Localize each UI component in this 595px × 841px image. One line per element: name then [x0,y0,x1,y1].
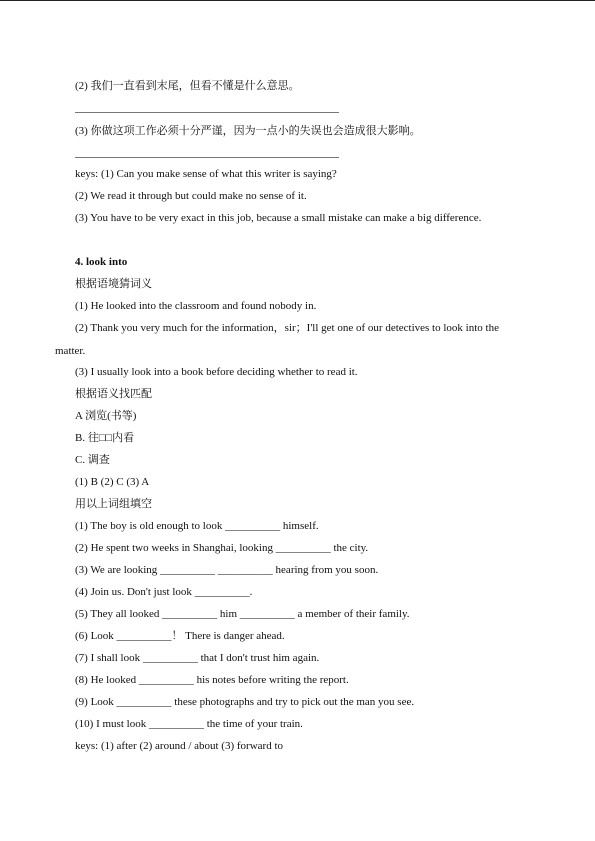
keys-line-2: (2) We read it through but could make no sense of it. [75,190,307,202]
keys-line-3: (3) You have to be very exact in this job, because a small mistake can make a big difference. [75,212,482,224]
question-2-chinese: (2) 我们一直看到末尾，但看不懂是什么意思。 [75,80,300,92]
answer-line-2 [75,112,339,113]
fill-heading: 用以上词组填空 [75,498,152,510]
match-heading: 根据语义找匹配 [75,388,152,400]
fill-item-4: (4) Join us. Don't just look __________. [75,586,253,598]
example-3: (3) I usually look into a book before deciding whether to read it. [75,366,358,378]
fill-item-9: (9) Look __________ these photographs and try to pick out the man you see. [75,696,415,708]
match-answer: (1) B (2) C (3) A [75,476,150,488]
section-title: 4. look into [75,256,128,268]
fill-item-8: (8) He looked __________ his notes before writing the report. [75,674,349,686]
answer-line-3 [75,157,339,158]
fill-item-1: (1) The boy is old enough to look __________ himself. [75,520,319,532]
fill-item-10: (10) I must look __________ the time of your train. [75,718,303,730]
fill-item-2: (2) He spent two weeks in Shanghai, looking __________ the city. [75,542,369,554]
example-2-continued: matter. [55,345,86,357]
keys-line-1: keys: (1) Can you make sense of what this writer is saying? [75,168,337,180]
question-3-chinese: (3) 你做这项工作必须十分严谨，因为一点小的失误也会造成很大影响。 [75,125,421,137]
guess-heading: 根据语境猜词义 [75,278,152,290]
fill-item-7: (7) I shall look __________ that I don't trust him again. [75,652,320,664]
page-top-border [0,0,595,1]
fill-keys: keys: (1) after (2) around / about (3) forward to [75,740,284,752]
option-a: A 浏览(书等) [75,410,137,422]
option-b: B. 往□□内看 [75,432,135,444]
example-2: (2) Thank you very much for the information，sir；I'll get one of our detectives to look into the [75,322,499,334]
fill-item-6: (6) Look __________！ There is danger ahead. [75,630,285,642]
option-c: C. 调查 [75,454,110,466]
fill-item-5: (5) They all looked __________ him __________ a member of their family. [75,608,410,620]
fill-item-3: (3) We are looking __________ __________ hearing from you soon. [75,564,379,576]
example-1: (1) He looked into the classroom and found nobody in. [75,300,317,312]
